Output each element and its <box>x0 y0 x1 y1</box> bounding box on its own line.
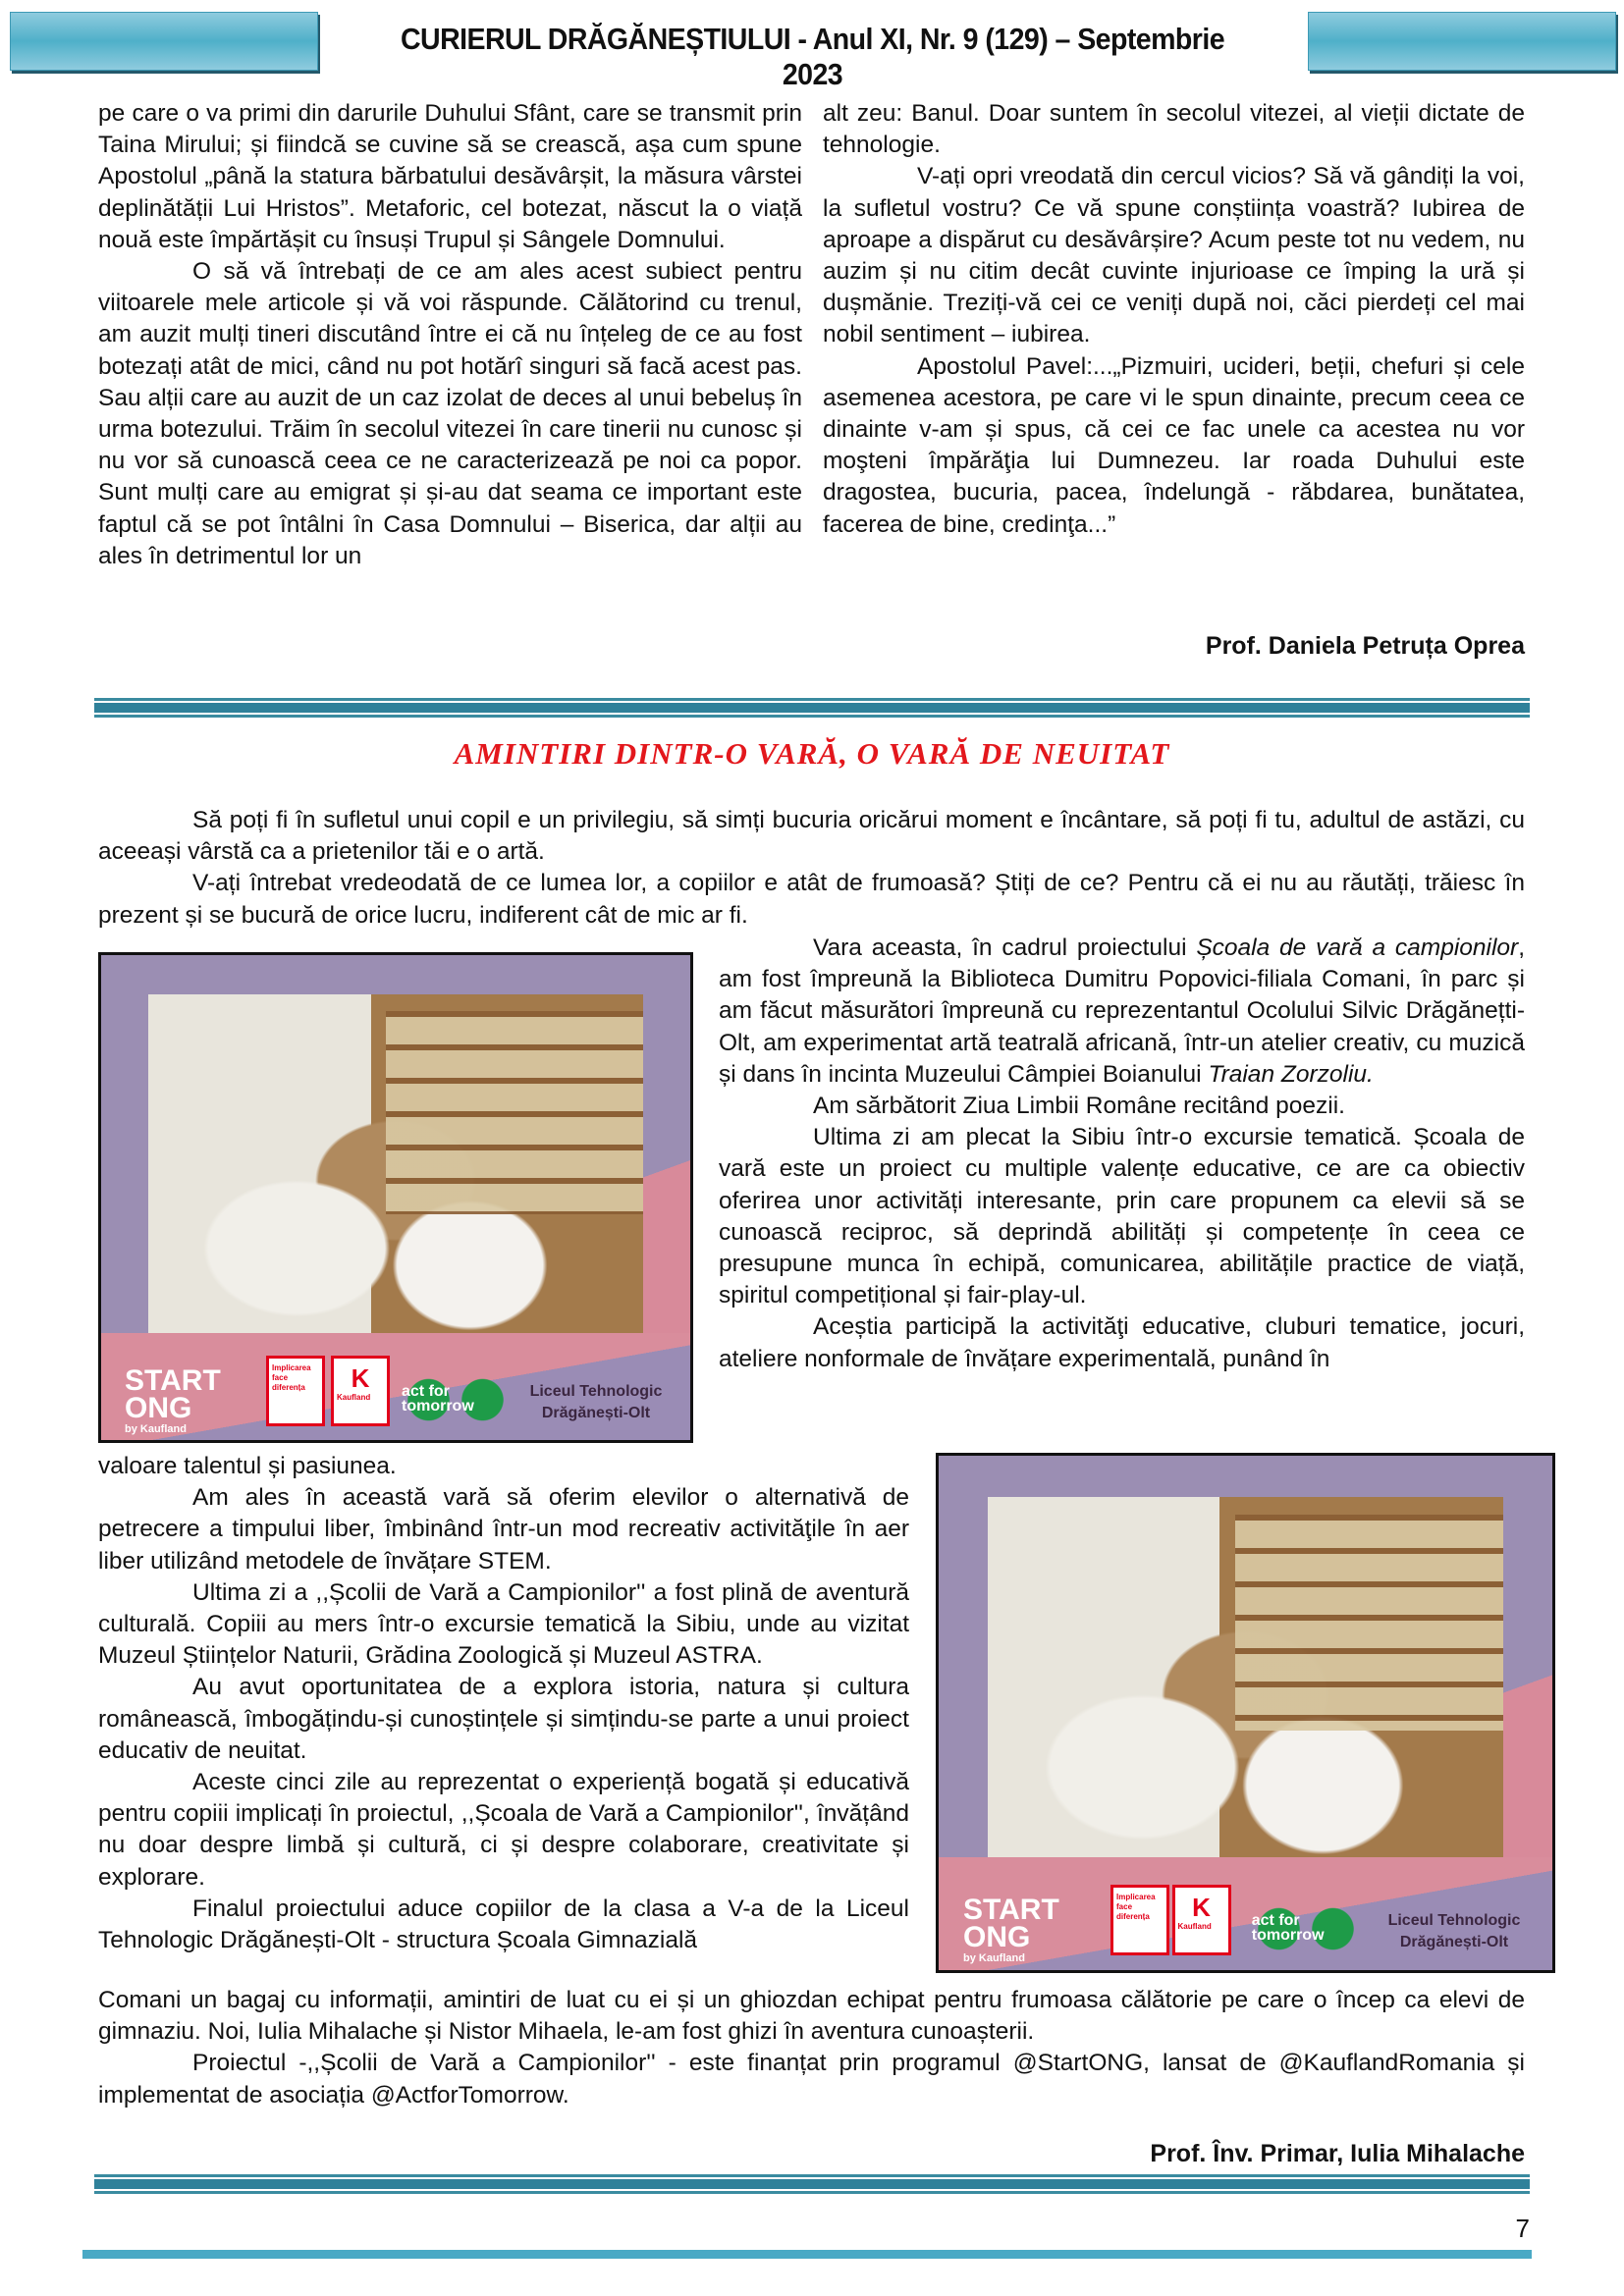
paragraph: Aceștia participă la activităţi educative, cluburi tematice, jocuri, ateliere nonformale de învățare experimentală, punând în <box>719 1313 1525 1372</box>
bookshelf-graphic <box>386 1011 643 1214</box>
photo-library-activity-2 <box>936 1453 1555 1973</box>
footer-divider <box>94 2174 1530 2194</box>
act-for-tomorrow-logo: act for tomorrow <box>402 1374 510 1425</box>
article1-right-column <box>823 98 1525 541</box>
kaufland-logo: K Kaufland <box>331 1356 390 1426</box>
paragraph: Finalul proiectului aduce copiilor de la clasa a V-a de la Liceul Tehnologic Drăgănești-Olt - structura Școala Gimnazială <box>98 1895 909 1954</box>
header-bar-left <box>10 12 318 71</box>
sponsor-band <box>101 1333 690 1440</box>
header-bar-right <box>1308 12 1616 71</box>
act-for-tomorrow-logo: act for tomorrow <box>1252 1903 1360 1954</box>
bookshelf-graphic <box>1235 1515 1503 1731</box>
sponsor-band <box>939 1857 1552 1970</box>
paragraph: valoare talentul și pasiunea. <box>98 1453 397 1479</box>
section-divider <box>94 698 1530 718</box>
paragraph: Ultima zi am plecat la Sibiu într-o excursie tematică. Școala de vară este un proiect cu multiple valențe educative, ce are ca obiectiv oferirea unor activități interesante, prin care propunem ca elevii să se cunoască reciproc, să deprindă abilități și competențe în ceea ce presupune munca în echipă, comunicarea, abilitățile practice de viață, spiritul competițional și fair-play-ul. <box>719 1124 1525 1309</box>
school-label: Liceul Tehnologic Drăgănești-Olt <box>1387 1911 1521 1950</box>
paragraph: pe care o va primi din darurile Duhului Sfânt, care se transmit prin Taina Mirului; și fiindcă se cuvine să se crească, așa cum spune Apostolul „până la statura bărbatului desăvârșit, la măsura vârstei deplinătății Lui Hristos”. Metaforic, cel botezat, născut la o viață nouă este împărtășit cu însuși Trupul și Sângele Domnului. <box>98 100 802 253</box>
paragraph: alt zeu: Banul. Doar suntem în secolul vitezei, al vieții dictate de tehnologie. <box>823 100 1525 159</box>
paragraph: O să vă întrebați de ce am ales acest subiect pentru viitoarele mele articole și vă voi răspunde. Călătorind cu trenul, am auzit mulți tineri discutând între ei că nu înțeleg de ce au fost botezați atât de mici, când nu pot hotărî singuri să facă acest pas. Sau alții care au auzit de un caz izolat de deces al unui bebeluș în urma botezului. Trăim în secolul vitezei în care tinerii nu cunosc și nu vor să cunoască ceea ce ne caracterizează pe noi ca popor. Sunt mulți care au emigrat și și-au dat seama ce important este faptul că se pot întâlni în Casa Domnului – Biserica, dar alții au ales în detrimentul lor un <box>98 258 802 569</box>
photo-scene <box>148 994 643 1334</box>
page-number: 7 <box>1515 2214 1530 2243</box>
paragraph: Comani un bagaj cu informații, amintiri de luat cu ei și un ghiozdan echipat pentru frumoasa călătorie pe care o încep ca elevi de gimnaziu. Noi, Iulia Mihalache și Nistor Mihaela, le-am fost ghizi în aventura cunoașterii. <box>98 1987 1525 2046</box>
article1-signature: Prof. Daniela Petruța Oprea <box>1205 632 1525 660</box>
implicarea-box: Implicarea face diferența <box>266 1356 325 1426</box>
newspaper-header-title: CURIERUL DRĂGĂNEȘTIULUI - Anul XI, Nr. 9 (129) – Septembrie 2023 <box>400 22 1225 91</box>
paragraph: Apostolul Pavel:...„Pizmuiri, ucideri, beții, chefuri și cele asemenea acestora, pe care vi le spun dinainte, precum ceea ce dinainte v-am și spus, că cei ce fac unele ca acestea nu vor moşteni împărăţia lui Dumnezeu. Iar roada Duhului este dragostea, bucuria, pacea, îndelungă - răbdarea, bunătatea, facerea de bine, credinţa...” <box>823 352 1525 538</box>
article1-left-column <box>98 98 802 572</box>
implicarea-box: Implicarea face diferența <box>1110 1885 1169 1955</box>
article2-signature: Prof. Înv. Primar, Iulia Mihalache <box>1150 2140 1525 2167</box>
paragraph: Ultima zi a ,,Școlii de Vară a Campionilor'' a fost plină de aventură culturală. Copiii au mers într-o excursie tematică la Sibiu, unde au vizitat Muzeul Științelor Naturii, Grădina Zoologică și Muzeul ASTRA. <box>98 1578 909 1670</box>
start-ong-logo: START ONG by Kaufland <box>125 1363 221 1435</box>
start-ong-logo: START ONG by Kaufland <box>963 1894 1059 1965</box>
footer-bar <box>82 2250 1532 2259</box>
paragraph: V-ați întrebat vredeodată de ce lumea lor, a copiilor e atât de frumoasă? Știți de ce? Pentru că ei nu au răutăți, trăiesc în prezent și se bucură de orice lucru, indiferent cât de mic ar fi. <box>98 870 1525 929</box>
photo-library-activity-1 <box>98 952 693 1443</box>
article2-right-block <box>719 933 1525 1375</box>
paragraph: Proiectul -,,Școlii de Vară a Campionilor'' - este finanțat prin programul @StartONG, lansat de @KauflandRomania și implementat de asociația @ActforTomorrow. <box>98 2050 1525 2109</box>
article2-intro <box>98 805 1525 932</box>
paragraph: V-ați opri vreodată din cercul vicios? Să vă gândiți la voi, la sufletul vostru? Ce vă spune conștiința voastră? Iubirea de aproape a dispărut cu desăvârșire? Acum peste tot nu vedem, nu auzim și nu citim decât cuvinte injurioase ce împing la ură și dușmănie. Treziți-vă cei ce veniți după noi, căci pierdeți cel mai nobil sentiment – iubirea. <box>823 163 1525 348</box>
school-label: Liceul Tehnologic Drăgănești-Olt <box>529 1382 663 1421</box>
paragraph: Aceste cinci zile au reprezentat o experiență bogată și educativă pentru copiii implicați în proiectul, ,,Școala de Vară a Campionilor'', învățând nu doar despre limbă și cultură, ci și despre colaborare, creativitate și explorare. <box>98 1769 909 1891</box>
paragraph: Vara aceasta, în cadrul proiectului Școala de vară a campionilor, am fost împreună la Biblioteca Dumitru Popovici-filiala Comani, în parc și am făcut măsurători împreună cu reprezentantul Ocolului Silvic Drăgănețti-Olt, am experimentat artă teatrală africană, într-un atelier creativ, cu muzică și dans în incinta Muzeului Câmpiei Boianului Traian Zorzoliu. <box>719 934 1526 1088</box>
article2-title: AMINTIRI DINTR-O VARĂ, O VARĂ DE NEUITAT <box>454 736 1170 771</box>
photo-scene <box>988 1497 1503 1857</box>
article2-left-block <box>98 1451 909 1956</box>
paragraph: Să poți fi în sufletul unui copil e un privilegiu, să simți bucuria oricărui moment e încântare, să poți fi tu, adultul de astăzi, cu aceeași vârstă ca a prietenilor tăi e o artă. <box>98 807 1525 866</box>
article2-full-block <box>98 1985 1525 2111</box>
paragraph: Am ales în această vară să oferim elevilor o alternativă de petrecere a timpului liber, îmbinând într-un mod recreativ activităţile în aer liber utilizând metodele de învățare STEM. <box>98 1484 909 1575</box>
paragraph: Au avut oportunitatea de a explora istoria, natura și cultura românească, îmbogățindu-și cunoștințele și simțindu-se parte a unui proiect educativ de neuitat. <box>98 1674 909 1764</box>
kaufland-logo: K Kaufland <box>1172 1885 1231 1955</box>
paragraph: Am sărbătorit Ziua Limbii Române recitând poezii. <box>813 1093 1345 1120</box>
